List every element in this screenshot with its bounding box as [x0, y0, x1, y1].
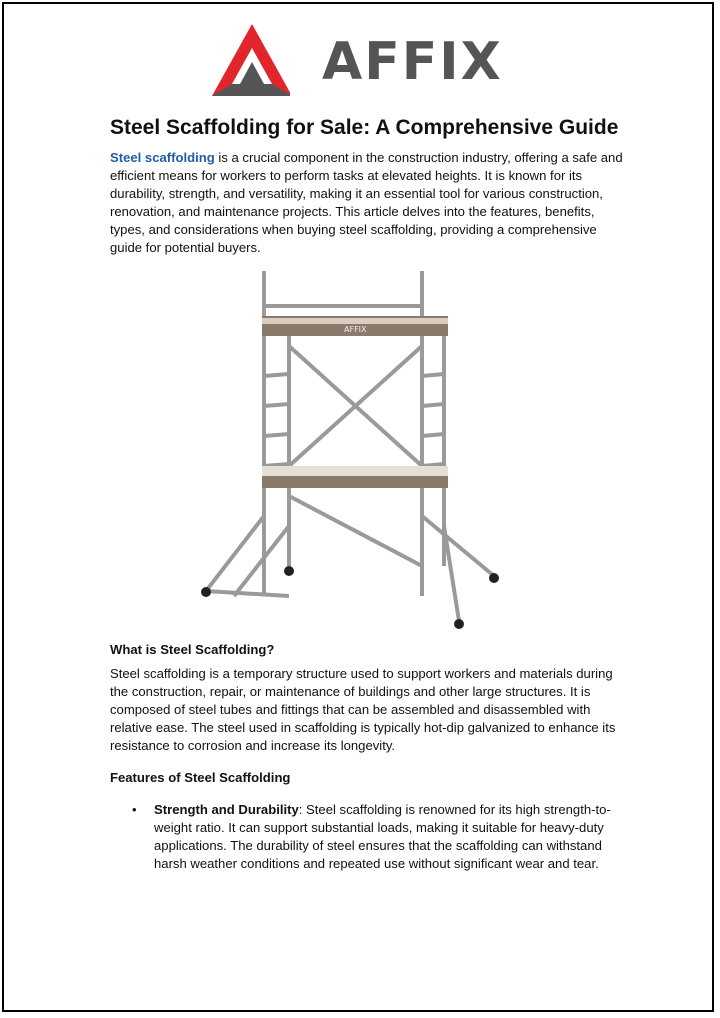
bullet-dot-icon: •	[132, 802, 137, 817]
logo-wordmark: AFFIX	[322, 32, 503, 92]
bullet-term: Strength and Durability	[154, 802, 299, 817]
bullet-text: : Steel scaffolding is renowned for its high strength-to-weight ratio. It can support substantial loads, making it suitable for heavy-duty applications. The durability of steel ensures that the scaffolding can withstand harsh weather conditions and repeated use without significant wear and tear.	[154, 802, 611, 871]
affix-logo	[210, 22, 510, 102]
steel-scaffolding-link[interactable]: Steel scaffolding	[110, 150, 215, 165]
logo-triangle-icon	[210, 22, 290, 102]
features-list	[110, 801, 630, 873]
intro-paragraph	[110, 149, 630, 257]
section-paragraph-what-is: Steel scaffolding is a temporary structure used to support workers and materials during the construction, repair, or maintenance of buildings and other large structures. It is composed of steel tubes and fittings that can be assembled and disassembled with relative ease. The steel used in scaffolding is typically hot-dip galvanized to enhance its resistance to corrosion and increase its longevity.	[110, 666, 616, 753]
list-item	[110, 801, 630, 873]
page-title: Steel Scaffolding for Sale: A Comprehensive Guide	[110, 116, 619, 139]
section-heading-features: Features of Steel Scaffolding	[110, 770, 291, 785]
scaffolding-photo	[194, 266, 514, 636]
platform-label: AFFIX	[344, 325, 367, 334]
intro-text: is a crucial component in the construction industry, offering a safe and efficient means for workers to perform tasks at elevated heights. It is known for its durability, strength, and versatility, making it an essential tool for various construction, renovation, and maintenance projects. This article delves into the features, benefits, types, and considerations when buying steel scaffolding, providing a comprehensive guide for potential buyers.	[110, 150, 623, 255]
section-heading-what-is: What is Steel Scaffolding?	[110, 642, 275, 657]
document-page	[2, 2, 714, 1012]
